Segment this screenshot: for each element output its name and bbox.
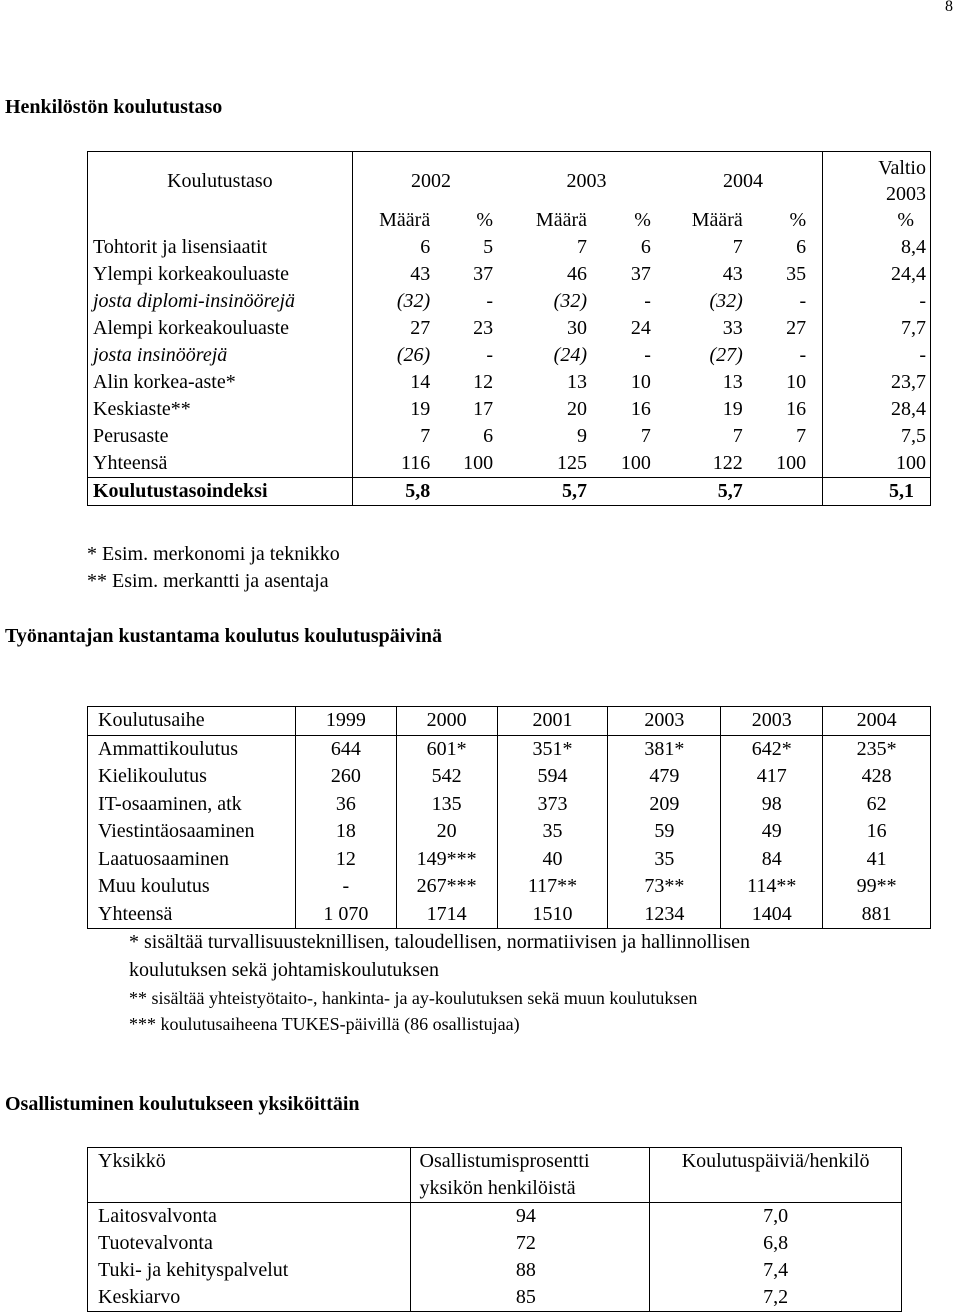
subheader-cell: Määrä xyxy=(352,207,432,234)
table-cell: 7 xyxy=(640,425,651,447)
table-cell: 98 xyxy=(721,791,823,819)
table-row xyxy=(88,1257,902,1284)
subheader-cell: % xyxy=(476,209,494,231)
table-header-row xyxy=(88,707,931,736)
table-cell: 35 xyxy=(608,846,721,874)
table-cell: 8,4 xyxy=(823,234,931,261)
header-cell: 2000 xyxy=(396,707,497,736)
table-cell: 37 xyxy=(630,263,651,285)
table-cell: - xyxy=(644,290,651,312)
table-cell: - xyxy=(486,344,494,366)
header-osallistumisprosentti xyxy=(410,1148,650,1203)
table-cell: 35 xyxy=(786,263,807,285)
row-label: Keskiaste** xyxy=(93,398,191,420)
table-header-row xyxy=(88,152,931,208)
header-cell: 2004 xyxy=(823,707,931,736)
table-cell: 114** xyxy=(721,873,823,901)
table-cell: 24,4 xyxy=(823,261,931,288)
table-cell: 28,4 xyxy=(823,396,931,423)
table-cell: 7,4 xyxy=(650,1257,902,1284)
footnote-1: * Esim. merkonomi ja teknikko xyxy=(87,543,340,565)
participation-table xyxy=(87,1147,902,1312)
table-row xyxy=(88,791,931,819)
table-cell: 12 xyxy=(473,371,494,393)
table-cell: 36 xyxy=(295,791,396,819)
table-cell: 18 xyxy=(295,818,396,846)
row-label: Tuki- ja kehityspalvelut xyxy=(98,1259,289,1281)
table-cell: 35 xyxy=(497,818,608,846)
table-cell: (26) xyxy=(352,342,432,369)
index-2002: 5,8 xyxy=(352,478,432,506)
table-cell: 13 xyxy=(722,371,743,393)
table-cell: 125 xyxy=(557,452,587,474)
row-label: Yhteensä xyxy=(93,452,168,474)
table-cell: 117** xyxy=(497,873,608,901)
section-title-training-days: Työnantajan kustantama koulutus koulutuspäivinä xyxy=(5,625,443,647)
table-cell: 24 xyxy=(630,317,651,339)
row-label: Tuotevalvonta xyxy=(98,1232,213,1254)
subheader-row xyxy=(88,207,931,234)
table-cell: 116 xyxy=(352,450,432,478)
table-cell: 94 xyxy=(410,1203,650,1231)
table-cell: 7 xyxy=(352,423,432,450)
row-label: Ylempi korkeakouluaste xyxy=(93,263,290,285)
table-cell: 542 xyxy=(396,763,497,791)
table-row xyxy=(88,288,931,315)
table-cell: 99** xyxy=(823,873,931,901)
table-cell: 20 xyxy=(396,818,497,846)
header-2002: 2002 xyxy=(352,152,509,208)
table-cell: 40 xyxy=(497,846,608,874)
table-cell: 100 xyxy=(776,452,807,474)
header-koulutuspaivia: Koulutuspäiviä/henkilö xyxy=(650,1148,902,1203)
index-2003: 5,7 xyxy=(509,478,589,506)
table-cell: 1 070 xyxy=(295,901,396,929)
table-cell: 73** xyxy=(608,873,721,901)
header-cell: 1999 xyxy=(295,707,396,736)
table-row xyxy=(88,818,931,846)
table-cell: 235* xyxy=(823,735,931,763)
table-row xyxy=(88,450,931,478)
header-koulutustaso: Koulutustaso xyxy=(167,169,273,192)
header-2004: 2004 xyxy=(723,169,763,192)
table-cell: 149*** xyxy=(396,846,497,874)
index-label: Koulutustasoindeksi xyxy=(88,478,353,506)
section-title-education-level: Henkilöstön koulutustaso xyxy=(5,96,223,118)
table-cell: 601* xyxy=(396,735,497,763)
table-cell: 7 xyxy=(577,236,587,258)
table-cell: 27 xyxy=(786,317,807,339)
table-cell: 267*** xyxy=(396,873,497,901)
training-days-table xyxy=(87,706,931,929)
table-cell: 209 xyxy=(608,791,721,819)
table-cell: 7,0 xyxy=(650,1203,902,1231)
table-cell: 19 xyxy=(722,398,743,420)
table-cell: 37 xyxy=(473,263,494,285)
table-cell: 10 xyxy=(786,371,807,393)
table-cell: (32) xyxy=(352,288,432,315)
table-cell: 6 xyxy=(640,236,651,258)
table-cell: 7,7 xyxy=(823,315,931,342)
subheader-cell: Määrä xyxy=(691,209,743,231)
table-row xyxy=(88,342,931,369)
row-label: Muu koulutus xyxy=(88,873,296,901)
table-cell: 100 xyxy=(463,452,494,474)
row-label: josta diplomi-insinöörejä xyxy=(93,290,296,312)
table-cell: 1404 xyxy=(721,901,823,929)
training-note-1b: koulutuksen sekä johtamiskoulutuksen xyxy=(129,959,439,981)
index-valtio: 5,1 xyxy=(823,478,931,506)
table-row xyxy=(88,763,931,791)
table-cell: - xyxy=(823,342,931,369)
table-cell: 381* xyxy=(608,735,721,763)
table-row xyxy=(88,423,931,450)
table-cell: - xyxy=(295,873,396,901)
table-cell: 20 xyxy=(567,398,587,420)
row-label: Viestintäosaaminen xyxy=(88,818,296,846)
table-cell: 23,7 xyxy=(823,369,931,396)
table-cell: - xyxy=(799,344,807,366)
table-cell: 6 xyxy=(352,234,432,261)
table-row xyxy=(88,315,931,342)
table-cell: 12 xyxy=(295,846,396,874)
training-note-3: *** koulutusaiheena TUKES-päivillä (86 osallistujaa) xyxy=(129,1014,520,1034)
table-cell: 49 xyxy=(721,818,823,846)
table-cell: 1234 xyxy=(608,901,721,929)
table-cell: 7 xyxy=(796,425,807,447)
table-row xyxy=(88,735,931,763)
table-cell: 88 xyxy=(410,1257,650,1284)
table-cell: 43 xyxy=(722,263,743,285)
table-row xyxy=(88,1230,902,1257)
table-cell: - xyxy=(799,290,807,312)
table-cell: 30 xyxy=(567,317,587,339)
table-row xyxy=(88,1284,902,1312)
table-cell: 14 xyxy=(352,369,432,396)
table-cell: 84 xyxy=(721,846,823,874)
table-cell: 122 xyxy=(712,452,743,474)
header-yksikko: Yksikkö xyxy=(88,1148,411,1203)
subheader-cell: % xyxy=(789,209,807,231)
table-cell: 33 xyxy=(722,317,743,339)
education-level-table xyxy=(87,151,931,506)
row-label: Yhteensä xyxy=(88,901,296,929)
header-cell: 2003 xyxy=(608,707,721,736)
index-row xyxy=(88,478,931,506)
table-cell: 72 xyxy=(410,1230,650,1257)
table-cell: 373 xyxy=(497,791,608,819)
table-cell: 10 xyxy=(630,371,651,393)
page-number: 8 xyxy=(945,0,953,15)
table-cell: 135 xyxy=(396,791,497,819)
table-cell: 16 xyxy=(786,398,807,420)
table-row xyxy=(88,846,931,874)
table-cell: 100 xyxy=(620,452,651,474)
table-cell: 1510 xyxy=(497,901,608,929)
table-cell: 594 xyxy=(497,763,608,791)
row-label: Tohtorit ja lisensiaatit xyxy=(93,236,268,258)
table-cell: 62 xyxy=(823,791,931,819)
footnote-2: ** Esim. merkantti ja asentaja xyxy=(87,570,329,592)
header-valtio-line2: 2003 xyxy=(886,183,926,205)
table-cell: 7 xyxy=(732,425,743,447)
section-title-participation: Osallistuminen koulutukseen yksiköittäin xyxy=(5,1093,360,1115)
subheader-cell: % xyxy=(823,207,931,234)
header-osallistumisprosentti-line1: Osallistumisprosentti xyxy=(419,1150,590,1172)
table-cell: 59 xyxy=(608,818,721,846)
table-cell: (24) xyxy=(553,344,587,366)
header-cell: 2003 xyxy=(721,707,823,736)
table-cell: (27) xyxy=(709,344,743,366)
header-2003: 2003 xyxy=(566,169,607,192)
row-label: Alempi korkeakouluaste xyxy=(93,317,290,339)
row-label: josta insinöörejä xyxy=(93,344,228,366)
subheader-cell: % xyxy=(634,209,651,231)
table-cell: 479 xyxy=(608,763,721,791)
table-cell: 6 xyxy=(796,236,807,258)
table-cell: 23 xyxy=(473,317,494,339)
table-cell: 881 xyxy=(823,901,931,929)
table-cell: 260 xyxy=(295,763,396,791)
header-valtio-line1: Valtio xyxy=(878,157,926,179)
row-label: Laitosvalvonta xyxy=(98,1205,217,1227)
row-label: Perusaste xyxy=(93,425,169,447)
header-valtio xyxy=(823,152,931,208)
subheader-cell: Määrä xyxy=(535,209,587,231)
table-row xyxy=(88,261,931,288)
table-cell: 7 xyxy=(732,236,743,258)
row-label: Keskiarvo xyxy=(98,1286,181,1308)
table-cell: - xyxy=(486,290,494,312)
training-note-1a: * sisältää turvallisuusteknillisen, taloudellisen, normatiivisen ja hallinnollisen xyxy=(129,931,751,953)
table-cell: 5 xyxy=(483,236,494,258)
table-cell: 7,2 xyxy=(650,1284,902,1312)
table-cell: 351* xyxy=(497,735,608,763)
table-cell: 46 xyxy=(567,263,587,285)
table-cell: 644 xyxy=(295,735,396,763)
row-label: Kielikoulutus xyxy=(88,763,296,791)
header-cell: 2001 xyxy=(497,707,608,736)
table-header-row xyxy=(88,1148,902,1203)
table-cell: 27 xyxy=(352,315,432,342)
table-row xyxy=(88,1203,902,1231)
row-label: Laatuosaaminen xyxy=(88,846,296,874)
header-osallistumisprosentti-line2: yksikön henkilöistä xyxy=(419,1177,576,1199)
table-cell: 43 xyxy=(352,261,432,288)
table-row xyxy=(88,901,931,929)
table-cell: 6 xyxy=(483,425,494,447)
table-cell: 16 xyxy=(630,398,651,420)
table-cell: 642* xyxy=(721,735,823,763)
table-cell: - xyxy=(823,288,931,315)
table-cell: 100 xyxy=(823,450,931,478)
table-cell: 13 xyxy=(567,371,587,393)
table-cell: (32) xyxy=(553,290,587,312)
header-cell: Koulutusaihe xyxy=(88,707,296,736)
table-cell: (32) xyxy=(709,290,743,312)
training-note-2: ** sisältää yhteistyötaito-, hankinta- ja ay-koulutuksen sekä muun koulutuksen xyxy=(129,988,698,1008)
table-row xyxy=(88,234,931,261)
table-cell: 85 xyxy=(410,1284,650,1312)
table-cell: 41 xyxy=(823,846,931,874)
index-2004: 5,7 xyxy=(664,478,745,506)
row-label: Alin korkea-aste* xyxy=(93,371,236,393)
table-cell: 417 xyxy=(721,763,823,791)
table-cell: 1714 xyxy=(396,901,497,929)
table-cell: 17 xyxy=(473,398,494,420)
table-cell: 7,5 xyxy=(823,423,931,450)
row-label: IT-osaaminen, atk xyxy=(88,791,296,819)
table-cell: 16 xyxy=(823,818,931,846)
table-cell: 19 xyxy=(352,396,432,423)
table-cell: 9 xyxy=(577,425,587,447)
table-row xyxy=(88,369,931,396)
table-row xyxy=(88,396,931,423)
table-row xyxy=(88,873,931,901)
table-cell: - xyxy=(644,344,651,366)
table-cell: 6,8 xyxy=(650,1230,902,1257)
row-label: Ammattikoulutus xyxy=(88,735,296,763)
table-cell: 428 xyxy=(823,763,931,791)
